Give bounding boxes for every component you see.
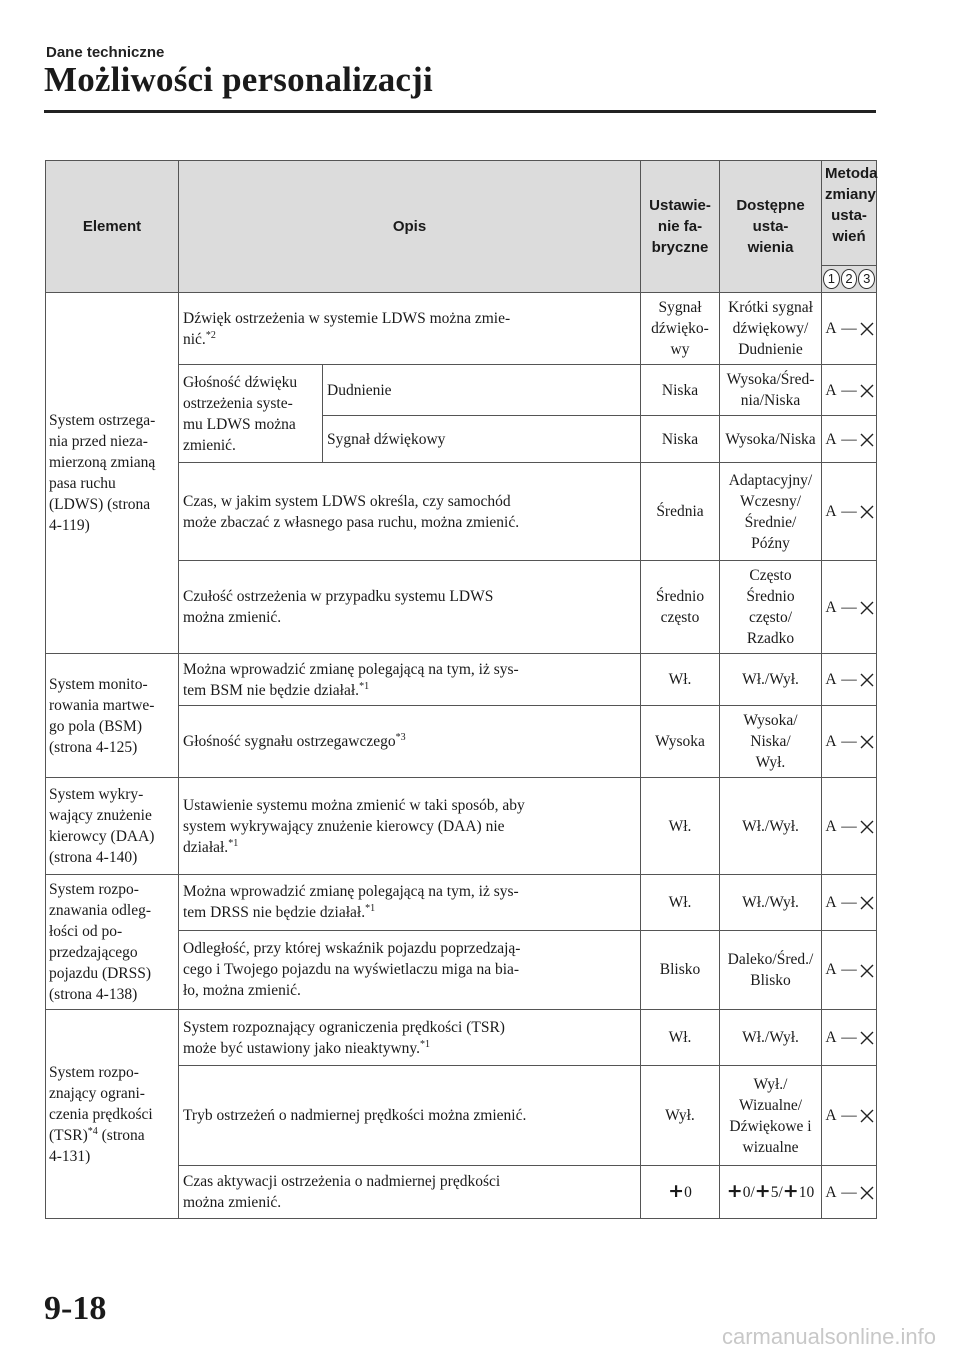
default-cell: Niska: [641, 416, 720, 463]
plus-icon: +: [782, 1180, 799, 1202]
method-2-dash: —: [841, 817, 857, 835]
element-cell: System rozpo- znający ograni- czenia prędkości (TSR)$^{*4}$ (strona 4-131): [46, 1010, 179, 1219]
available-cell: Wł./Wył.: [720, 778, 822, 875]
default-cell: Niska: [641, 365, 720, 416]
available-cell: Wysoka/Śred- nia/Niska: [720, 365, 822, 416]
table-row: [46, 654, 877, 706]
cross-icon: [858, 1027, 876, 1048]
table-row: [46, 293, 877, 365]
cross-icon: [858, 1105, 876, 1126]
element-cell: System monito- rowania martwe- go pola (BSM) (strona 4-125): [46, 654, 179, 778]
description-cell: Głośność sygnału ostrzegawczego$^{*3}$: [179, 706, 641, 778]
description-cell: Ustawienie systemu można zmienić w taki sposób, aby system wykrywający znużenie kierowcy (DAA) nie działał.$^{*1}$: [179, 778, 641, 875]
default-cell: +0: [641, 1166, 720, 1219]
method-cell: [822, 416, 877, 463]
method-2-dash: —: [841, 381, 857, 399]
method-1-value: A: [825, 1107, 837, 1124]
method-1-value: A: [825, 381, 837, 399]
table-row: [46, 875, 877, 931]
method-1-value: A: [825, 893, 837, 911]
default-cell: Średnio często: [641, 561, 720, 654]
method-2-dash: —: [841, 1107, 857, 1124]
cross-icon: [858, 1182, 876, 1203]
header-element: Element: [46, 161, 179, 293]
section-label: Dane techniczne: [46, 44, 165, 61]
method-2-dash: —: [841, 733, 857, 750]
cross-icon: [858, 959, 876, 980]
method-1-value: A: [825, 430, 837, 448]
cross-icon: [858, 380, 876, 401]
description-cell: Dźwięk ostrzeżenia w systemie LDWS można zmie- nić.$^{*2}$: [179, 293, 641, 365]
available-cell: Wysoka/ Niska/ Wył.: [720, 706, 822, 778]
sub-description-cell: Dudnienie: [323, 365, 641, 416]
available-cell: Często Średnio często/ Rzadko: [720, 561, 822, 654]
available-cell: Wył./ Wizualne/ Dźwiękowe i wizualne: [720, 1066, 822, 1166]
method-1-value: A: [825, 598, 837, 616]
table-row: [46, 1010, 877, 1066]
description-cell: Można wprowadzić zmianę polegającą na tym, iż sys- tem DRSS nie będzie działał.$^{*1}$: [179, 875, 641, 931]
method-cell: [822, 293, 877, 365]
method-2-dash: —: [841, 1029, 857, 1046]
cross-icon: [858, 318, 876, 339]
method-number-2: 2: [841, 269, 858, 289]
default-cell: Wł.: [641, 654, 720, 706]
available-cell: Wł./Wył.: [720, 875, 822, 931]
cross-icon: [858, 501, 876, 522]
method-number-3: 3: [858, 269, 875, 289]
footnote-ref: *2: [205, 329, 216, 341]
default-cell: Wł.: [641, 875, 720, 931]
method-2-dash: —: [841, 961, 857, 979]
table-row: [46, 778, 877, 875]
element-cell: System ostrzega- nia przed nieza- mierzoną zmianą pasa ruchu (LDWS) (strona 4-119): [46, 293, 179, 654]
default-cell: Wył.: [641, 1066, 720, 1166]
default-cell: Wysoka: [641, 706, 720, 778]
plus-icon: +: [754, 1180, 771, 1202]
description-cell: Czas, w jakim system LDWS określa, czy samochód może zbaczać z własnego pasa ruchu, można zmienić.: [179, 463, 641, 561]
method-cell: [822, 1066, 877, 1166]
description-cell: Czas aktywacji ostrzeżenia o nadmiernej prędkości można zmienić.: [179, 1166, 641, 1219]
customization-table: [45, 160, 877, 1219]
cross-icon: [858, 892, 876, 913]
footnote-ref: *3: [395, 731, 406, 743]
default-cell: Średnia: [641, 463, 720, 561]
method-2-dash: —: [841, 671, 857, 688]
footnote-ref: *1: [365, 903, 376, 915]
default-cell: Sygnał dźwięko- wy: [641, 293, 720, 365]
available-cell: Adaptacyjny/ Wczesny/ Średnie/ Późny: [720, 463, 822, 561]
element-cell: System rozpo- znawania odleg- łości od po- przedzającego pojazdu (DRSS) (strona 4-138): [46, 875, 179, 1010]
watermark: carmanualsonline.info: [721, 1324, 936, 1349]
plus-icon: +: [668, 1180, 685, 1202]
available-cell: +0/+5/+10: [720, 1166, 822, 1219]
footnote-ref: *4: [87, 1125, 98, 1137]
method-1-value: A: [825, 961, 837, 979]
method-cell: [822, 930, 877, 1009]
footnote-ref: *1: [228, 837, 239, 849]
method-1-value: A: [825, 503, 837, 520]
header-description: Opis: [179, 161, 641, 293]
method-2-dash: —: [841, 1183, 857, 1201]
available-cell: Wł./Wył.: [720, 654, 822, 706]
available-cell: Daleko/Śred./ Blisko: [720, 930, 822, 1009]
footnote-ref: *1: [359, 680, 370, 692]
available-cell: Krótki sygnał dźwiękowy/ Dudnienie: [720, 293, 822, 365]
method-cell: [822, 778, 877, 875]
method-cell: [822, 654, 877, 706]
description-cell: System rozpoznający ograniczenia prędkości (TSR) może być ustawiony jako nieaktywny.$^{*1}$: [179, 1010, 641, 1066]
default-cell: Blisko: [641, 930, 720, 1009]
method-cell: [822, 463, 877, 561]
cross-icon: [858, 429, 876, 450]
method-1-value: A: [825, 1183, 837, 1201]
method-cell: [822, 1166, 877, 1219]
header-available: Dostępne usta- wienia: [720, 161, 822, 293]
element-cell: System wykry- wający znużenie kierowcy (DAA) (strona 4-140): [46, 778, 179, 875]
header-row: [46, 161, 877, 266]
cross-icon: [858, 597, 876, 618]
method-2-dash: —: [841, 598, 857, 616]
description-cell: Tryb ostrzeżeń o nadmiernej prędkości można zmienić.: [179, 1066, 641, 1166]
method-2-dash: —: [841, 320, 857, 337]
method-1-value: A: [825, 671, 837, 688]
header-method-numbers: [822, 266, 877, 293]
page-title: Możliwości personalizacji: [44, 60, 433, 99]
method-cell: [822, 1010, 877, 1066]
cross-icon: [858, 731, 876, 752]
default-cell: Wł.: [641, 778, 720, 875]
header-method: Metoda zmiany usta- wień: [822, 161, 877, 266]
method-cell: [822, 365, 877, 416]
default-cell: Wł.: [641, 1010, 720, 1066]
method-cell: [822, 706, 877, 778]
available-cell: Wysoka/Niska: [720, 416, 822, 463]
header-default: Ustawie- nie fa- bryczne: [641, 161, 720, 293]
cross-icon: [858, 816, 876, 837]
title-rule: [44, 110, 876, 113]
available-cell: Wł./Wył.: [720, 1010, 822, 1066]
method-2-dash: —: [841, 893, 857, 911]
description-cell: Odległość, przy której wskaźnik pojazdu poprzedzają- cego i Twojego pojazdu na wyświetlaczu miga na bia- ło, można zmienić.: [179, 930, 641, 1009]
method-1-value: A: [825, 320, 837, 337]
sub-description-cell: Sygnał dźwiękowy: [323, 416, 641, 463]
method-1-value: A: [825, 733, 837, 750]
method-number-1: 1: [823, 269, 840, 289]
description-cell: Głośność dźwięku ostrzeżenia syste- mu LDWS można zmienić.: [179, 365, 323, 463]
method-2-dash: —: [841, 503, 857, 520]
method-cell: [822, 561, 877, 654]
plus-icon: +: [726, 1180, 743, 1202]
method-1-value: A: [825, 817, 837, 835]
cross-icon: [858, 669, 876, 690]
method-cell: [822, 875, 877, 931]
description-cell: Czułość ostrzeżenia w przypadku systemu LDWS można zmienić.: [179, 561, 641, 654]
method-2-dash: —: [841, 430, 857, 448]
description-cell: Można wprowadzić zmianę polegającą na tym, iż sys- tem BSM nie będzie działał.$^{*1}$: [179, 654, 641, 706]
page-number: 9-18: [44, 1290, 107, 1327]
method-1-value: A: [825, 1029, 837, 1046]
footnote-ref: *1: [420, 1038, 431, 1050]
